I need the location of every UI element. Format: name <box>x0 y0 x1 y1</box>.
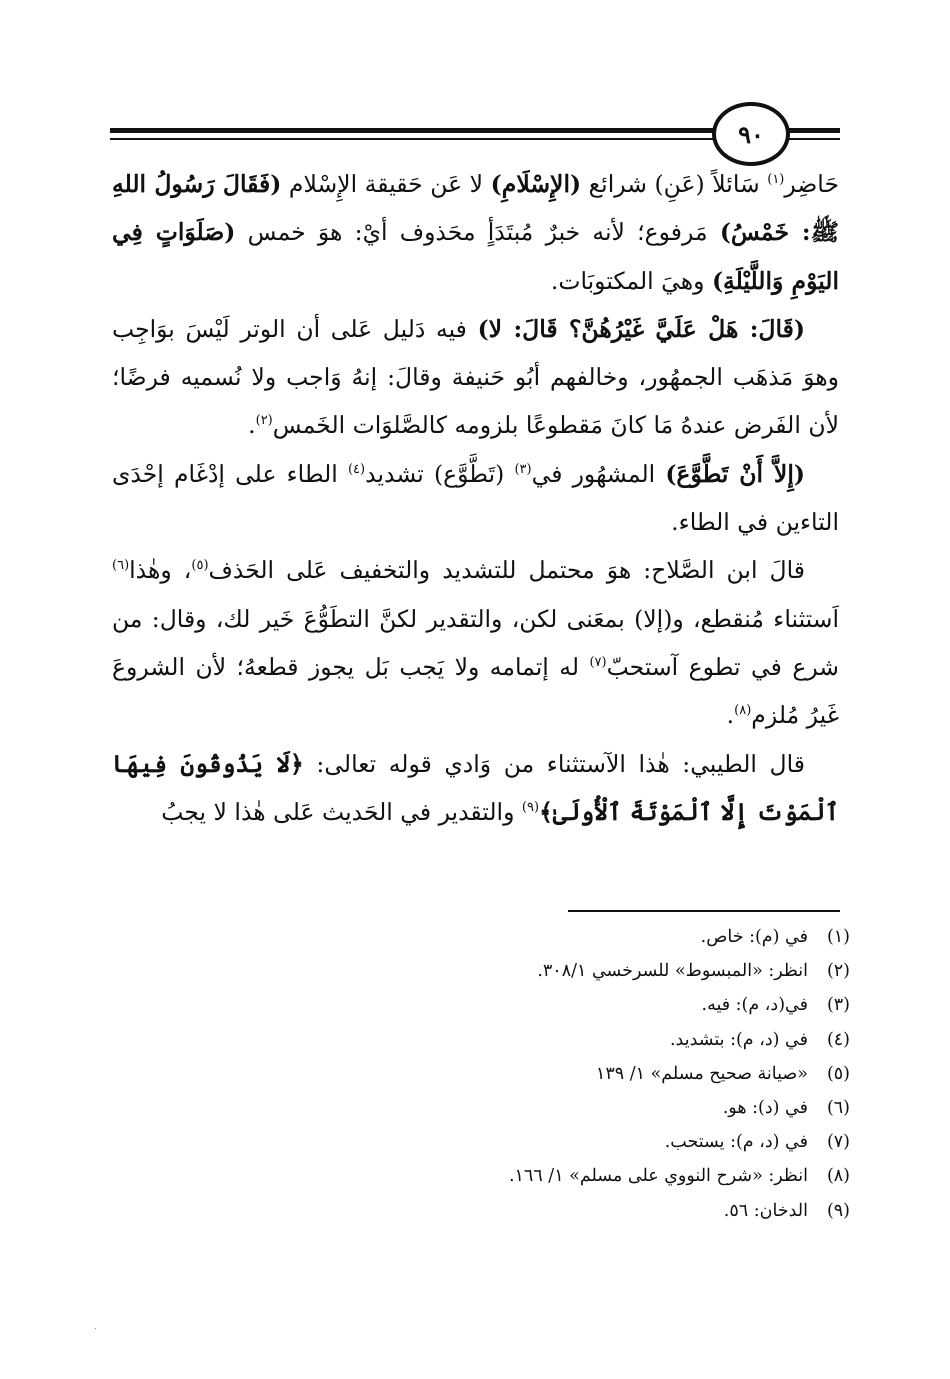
hadith-quote: (فَقَالَ رَسُولُ اللهِ ﷺ: خَمْسُ) <box>112 170 839 247</box>
scan-speck <box>95 1328 96 1329</box>
footnote-number: (٥) <box>826 1063 850 1084</box>
text-run: (تَطَّوَّع) تشديد <box>365 459 515 488</box>
text-run: له إتمامه ولا يَجب بَل يجوز قطعهُ؛ لأن الشروعَ غَيرُ مُلزم <box>112 652 839 730</box>
text-run: قالَ ابن الصَّلاح: هوَ محتمل للتشديد والتخفيف عَلى الحَذف <box>208 556 805 585</box>
footnote-ref[interactable]: (٣) <box>514 461 532 477</box>
footnote-item <box>150 920 850 954</box>
footnote-number: (٣) <box>826 995 850 1016</box>
footnote-ref[interactable]: (٨) <box>734 703 752 719</box>
footnote-text: في(د، م): فيه. <box>701 995 808 1016</box>
main-text <box>112 160 839 836</box>
footnote-ref[interactable]: (٤) <box>347 461 366 477</box>
footnote-separator <box>568 910 840 912</box>
text-run: . <box>248 411 256 440</box>
hadith-quote: (صَلَوَاتٍ فِي اليَوْمِ وَاللَّيْلَةِ) <box>112 218 839 295</box>
paragraph-3 <box>112 450 839 547</box>
footnote-text: في (د): هو. <box>722 1098 808 1119</box>
text-run: ، وهٰذا <box>129 556 192 585</box>
footnote-ref[interactable]: (٢) <box>255 413 273 429</box>
footnote-text: في (د، م): بتشديد. <box>669 1029 808 1050</box>
footnote-number: (٨) <box>826 1166 850 1187</box>
paragraph-2 <box>112 305 839 450</box>
paragraph-4 <box>112 546 839 739</box>
footnote-text: انظر: «شرح النووي على مسلم» ١/ ١٦٦. <box>508 1166 808 1187</box>
footnote-item <box>150 1194 850 1228</box>
text-run: قال الطيبي: هٰذا الآستثناء من وَادي قوله تعالى: <box>303 749 805 778</box>
footnote-item <box>150 954 850 988</box>
footnote-number: (٢) <box>826 961 850 982</box>
text-run: والتقدير في الحَديث عَلى هٰذا لا يجبُ <box>161 797 522 826</box>
footnote-item <box>150 988 850 1022</box>
footnote-number: (٤) <box>826 1029 850 1050</box>
footnote-text: «صيانة صحيح مسلم» ١/ ١٣٩ <box>595 1063 808 1084</box>
text-run: مَرفوع؛ لأنه خبرٌ مُبتَدَأٍ محَذوف أيْ: هوَ خمس <box>235 218 720 247</box>
footnote-item <box>150 1057 850 1091</box>
hadith-quote: (إِلاَّ أَنْ تَطَّوَّعَ) <box>665 459 805 488</box>
text-run: . <box>726 701 735 730</box>
footnote-text: في (م): خاص. <box>700 927 808 947</box>
text-run: اَستثناء مُنقطع، و(إلا) بمعَنى لكن، والتقدير لكنَّ التطَوُّعَ خَير لك، وقال: من شرع في تطوع آستحبّ <box>112 604 839 681</box>
text-run: وهيَ المكتوبَات. <box>550 266 712 295</box>
footnote-ref[interactable]: (١) <box>767 172 785 187</box>
footnote-text: في (د، م): يستحب. <box>664 1132 808 1153</box>
text-run: سَائلاً (عَنِ) شرائع <box>581 170 768 198</box>
text-run: الطاء على إدْغَام إحْدَى التاءين في الطاء. <box>112 459 839 537</box>
paragraph-1 <box>112 160 839 305</box>
page-number: ٩٠ <box>712 102 790 166</box>
page-header <box>110 88 840 168</box>
footnote-text: الدخان: ٥٦. <box>723 1200 808 1221</box>
footnote-item <box>150 1091 850 1125</box>
quran-verse: ﴿لَا يَذُوقُونَ فِيهَا ٱلْمَوْتَ إِلَّا ٱلْمَوْتَةَ ٱلْأُولَىٰ﴾ <box>112 749 839 826</box>
text-run: المشهُور في <box>531 459 666 488</box>
text-run: حَاضِر <box>784 170 839 198</box>
footnote-item <box>150 1125 850 1159</box>
paragraph-5 <box>112 740 839 837</box>
hadith-quote: (الإِسْلَامِ) <box>490 170 582 198</box>
footnote-ref[interactable]: (٥) <box>191 558 209 574</box>
footnote-text: انظر: «المبسوط» للسرخسي ٣٠٨/١. <box>537 961 808 982</box>
text-run: فيه دَليل عَلى أن الوتر لَيْسَ بوَاجِب وهوَ مَذهَب الجمهُور، وخالفهم أبُو حَنيفة وقالَ: إنهُ وَاجب ولا نُسميه فرضًا؛ لأن الفَرض عندهُ مَا كانَ مَقطوعًا بلزومه كالصَّلوَات الخَمس <box>112 314 839 440</box>
footnote-item <box>150 1159 850 1193</box>
text-run: لا عَن حَقيقة الإِسْلام <box>281 170 491 198</box>
footnote-number: (١) <box>826 927 850 947</box>
footnote-number: (٧) <box>826 1132 850 1153</box>
footnote-ref[interactable]: (٧) <box>589 654 607 670</box>
footnote-ref[interactable]: (٩) <box>521 799 540 815</box>
hadith-quote: (قَالَ: هَلْ عَلَيَّ غَيْرُهُنَّ؟ قَالَ: لا) <box>477 314 805 343</box>
footnote-number: (٩) <box>826 1200 850 1221</box>
footnote-ref[interactable]: (٦) <box>112 558 130 574</box>
footnotes <box>150 920 850 1228</box>
footnote-item <box>150 1023 850 1057</box>
footnote-number: (٦) <box>826 1098 850 1119</box>
